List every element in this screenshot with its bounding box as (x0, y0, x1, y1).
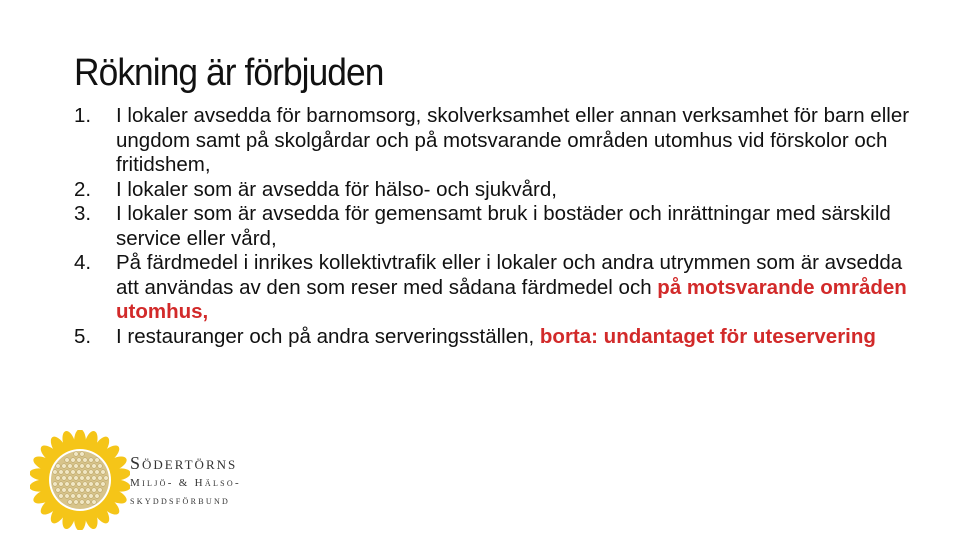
list-number: 3. (74, 202, 92, 225)
seed (80, 488, 85, 493)
list-item (74, 178, 914, 203)
seed (77, 458, 82, 463)
seed (71, 470, 76, 475)
seed (92, 476, 97, 481)
seed (74, 488, 79, 493)
seed (77, 494, 82, 499)
seed (89, 470, 94, 475)
seed (95, 470, 100, 475)
list-item (74, 202, 914, 251)
seed (53, 470, 58, 475)
logo-line-2: Miljö- & Hälso- (130, 477, 241, 489)
seed (92, 488, 97, 493)
logo-line-3: skyddsförbund (130, 495, 231, 507)
seed (71, 482, 76, 487)
seed (59, 494, 64, 499)
seed (65, 482, 70, 487)
seed (59, 470, 64, 475)
seed (74, 464, 79, 469)
seed (74, 476, 79, 481)
organization-logo (30, 430, 270, 530)
seed (77, 482, 82, 487)
seed (71, 494, 76, 499)
sunflower-icon (30, 430, 130, 530)
seed (56, 476, 61, 481)
seed (68, 488, 73, 493)
seed (101, 470, 106, 475)
logo-line-1: Södertörns (130, 453, 238, 473)
list-text: I lokaler som är avsedda för hälso- och sjukvård, (116, 177, 557, 201)
seed (98, 476, 103, 481)
seed (62, 476, 67, 481)
seed (92, 464, 97, 469)
list-item (74, 104, 914, 178)
list-item (74, 325, 914, 350)
list-text: I lokaler avsedda för barnomsorg, skolverksamhet eller annan verksamhet för barn eller ungdom samt på skolgårdar och på motsvarande områden utomhus vid förskolor och fritidshem, (116, 104, 910, 176)
seed (83, 482, 88, 487)
seed (80, 500, 85, 505)
seed (89, 482, 94, 487)
seed (59, 482, 64, 487)
list-text: På färdmedel i inrikes kollektivtrafik eller i lokaler och andra utrymmen som är avsedda att användas av den som reser med sådana färdmedel och (116, 251, 903, 299)
list-item (74, 251, 914, 325)
slide-title: Rökning är förbjuden (74, 52, 384, 94)
seed (68, 464, 73, 469)
seed (104, 476, 109, 481)
seed (83, 494, 88, 499)
highlight-text: på motsvarande områden utomhus, (116, 275, 907, 323)
list-number: 5. (74, 324, 92, 348)
seed (65, 494, 70, 499)
seed (92, 500, 97, 505)
seed (86, 464, 91, 469)
list-text: I lokaler som är avsedda för gemensamt bruk i bostäder och inrättningar med särskild service eller vård, (116, 202, 891, 250)
list-number: 1. (74, 104, 92, 127)
seed (80, 476, 85, 481)
seed (80, 452, 85, 457)
highlight-text: borta: undantaget för uteservering (539, 324, 876, 348)
seed (74, 452, 79, 457)
rule-list (74, 104, 914, 349)
seed (56, 488, 61, 493)
seed (77, 470, 82, 475)
seed (53, 482, 58, 487)
organization-name (130, 454, 241, 514)
seed (101, 482, 106, 487)
list-text: I restauranger och på andra serveringsställen, (116, 324, 540, 348)
list-number: 4. (74, 251, 92, 274)
seed (83, 470, 88, 475)
seed (89, 458, 94, 463)
seed (71, 458, 76, 463)
seed (95, 494, 100, 499)
seed (98, 488, 103, 493)
seed (56, 464, 61, 469)
seed (95, 458, 100, 463)
seed (80, 464, 85, 469)
seed (68, 476, 73, 481)
seed (86, 476, 91, 481)
seed (83, 458, 88, 463)
seed (74, 500, 79, 505)
seed (62, 464, 67, 469)
seed (98, 464, 103, 469)
seed (86, 500, 91, 505)
seed (86, 488, 91, 493)
seed (95, 482, 100, 487)
seed (89, 494, 94, 499)
seed (65, 458, 70, 463)
seed (65, 470, 70, 475)
seed (62, 488, 67, 493)
seed (68, 500, 73, 505)
list-number: 2. (74, 177, 92, 201)
